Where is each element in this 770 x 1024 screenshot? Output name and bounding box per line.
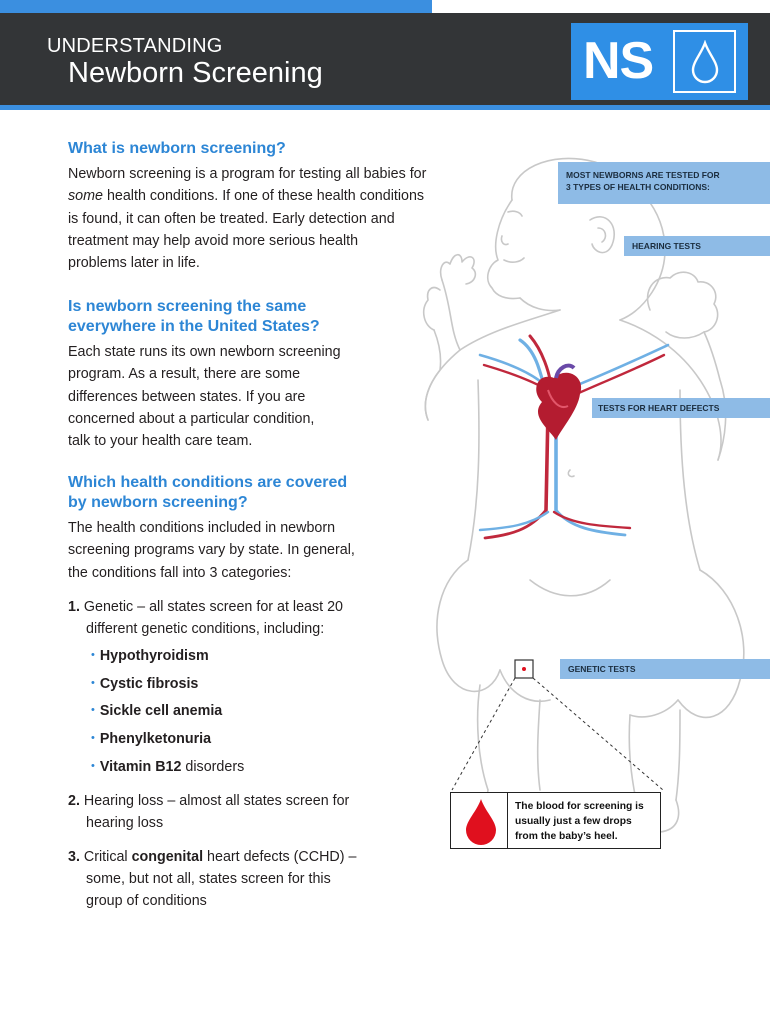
genetic-condition-item <box>91 757 244 778</box>
body-line: The health conditions included in newborn <box>68 520 336 536</box>
intro-tag <box>558 162 770 204</box>
genetic-condition-item <box>91 729 211 750</box>
page-title: Newborn Screening <box>68 57 323 89</box>
body-line: Each state runs its own newborn screening <box>68 344 341 360</box>
body-line: Newborn screening is a program for testing all babies for <box>68 166 427 182</box>
logo-text: NS <box>583 32 654 90</box>
heading-line: Is newborn screening the same <box>68 298 307 315</box>
condition-name: Hypothyroidism <box>99 648 209 664</box>
callout-line: usually just a few drops <box>515 816 632 827</box>
body-line <box>68 185 426 207</box>
header-band <box>0 13 770 105</box>
list-text-continued: different genetic conditions, including: <box>86 621 325 637</box>
condition-name: Phenylketonuria <box>99 731 212 747</box>
callout-line: from the baby’s heel. <box>515 831 618 842</box>
list-text-bold: congenital <box>131 849 204 865</box>
condition-name: Sickle cell anemia <box>99 703 223 719</box>
category-item-hearing <box>68 790 349 812</box>
section-heading-what-is: What is newborn screening? <box>68 140 286 157</box>
blood-sample-callout <box>450 792 661 849</box>
bullet-icon: • <box>91 704 95 716</box>
top-accent-bar <box>0 0 432 13</box>
callout-divider <box>507 793 508 848</box>
heading-line: everywhere in the United States? <box>68 318 320 335</box>
bullet-icon: • <box>91 649 95 661</box>
body-line: the conditions fall into 3 categories: <box>68 564 292 581</box>
water-drop-icon <box>673 30 736 93</box>
section-body-same-everywhere <box>68 341 341 452</box>
body-line: talk to your health care team. <box>68 433 253 450</box>
genetic-condition-item <box>91 646 209 667</box>
bullet-icon: • <box>91 677 95 689</box>
condition-name: Vitamin B12 <box>99 759 182 775</box>
section-heading-conditions-covered <box>68 473 347 513</box>
header-rule <box>0 105 770 110</box>
body-line: differences between states. If you are <box>68 388 306 405</box>
callout-text <box>515 799 660 844</box>
bullet-icon: • <box>91 760 95 772</box>
ns-logo <box>571 23 748 100</box>
genetic-tests-tag: GENETIC TESTS <box>560 659 770 679</box>
list-text-continued: group of conditions <box>86 893 207 909</box>
condition-name: Cystic fibrosis <box>99 676 199 692</box>
bullet-icon: • <box>91 732 95 744</box>
body-line: screening programs vary by state. In general, <box>68 542 355 559</box>
list-number: 2. <box>68 793 80 809</box>
body-line: is found, it can often be treated. Early detection and <box>68 210 395 227</box>
list-text-continued: some, but not all, states screen for this <box>86 871 331 887</box>
body-line-rest: health conditions. If one of these health conditions <box>102 188 425 205</box>
callout-line: The blood for screening is <box>515 801 644 812</box>
body-line: program. As a result, there are some <box>68 366 301 383</box>
heart-tests-tag: TESTS FOR HEART DEFECTS <box>592 398 770 418</box>
category-item-heart <box>68 846 356 868</box>
section-heading-same-everywhere <box>68 297 320 337</box>
heading-line: Which health conditions are covered <box>68 474 348 491</box>
body-line: concerned about a particular condition, <box>68 410 315 427</box>
intro-tag-line: MOST NEWBORNS ARE TESTED FOR <box>566 170 720 180</box>
body-line: treatment may help avoid more serious health <box>68 232 359 249</box>
condition-suffix: disorders <box>181 759 245 775</box>
intro-tag-line: 3 TYPES OF HEALTH CONDITIONS: <box>566 182 710 192</box>
genetic-condition-item <box>91 674 198 695</box>
hearing-tests-tag: HEARING TESTS <box>624 236 770 256</box>
section-body-what-is <box>68 163 426 274</box>
list-text: Genetic – all states screen for at least 20 <box>79 599 343 615</box>
section-body-conditions-covered <box>68 517 355 584</box>
genetic-condition-item <box>91 701 222 722</box>
blood-drop-icon <box>463 797 499 845</box>
heading-line: by newborn screening? <box>68 494 248 511</box>
category-item-genetic <box>68 596 343 618</box>
list-text: heart defects (CCHD) – <box>203 849 357 865</box>
list-text: Hearing loss – almost all states screen for <box>79 793 350 809</box>
list-text-continued: hearing loss <box>86 815 164 831</box>
header-eyebrow: UNDERSTANDING <box>47 35 223 57</box>
list-number: 3. <box>68 849 80 865</box>
italic-word: some <box>68 188 103 205</box>
list-number: 1. <box>68 599 80 615</box>
body-line: problems later in life. <box>68 255 200 272</box>
list-text: Critical <box>79 849 132 865</box>
